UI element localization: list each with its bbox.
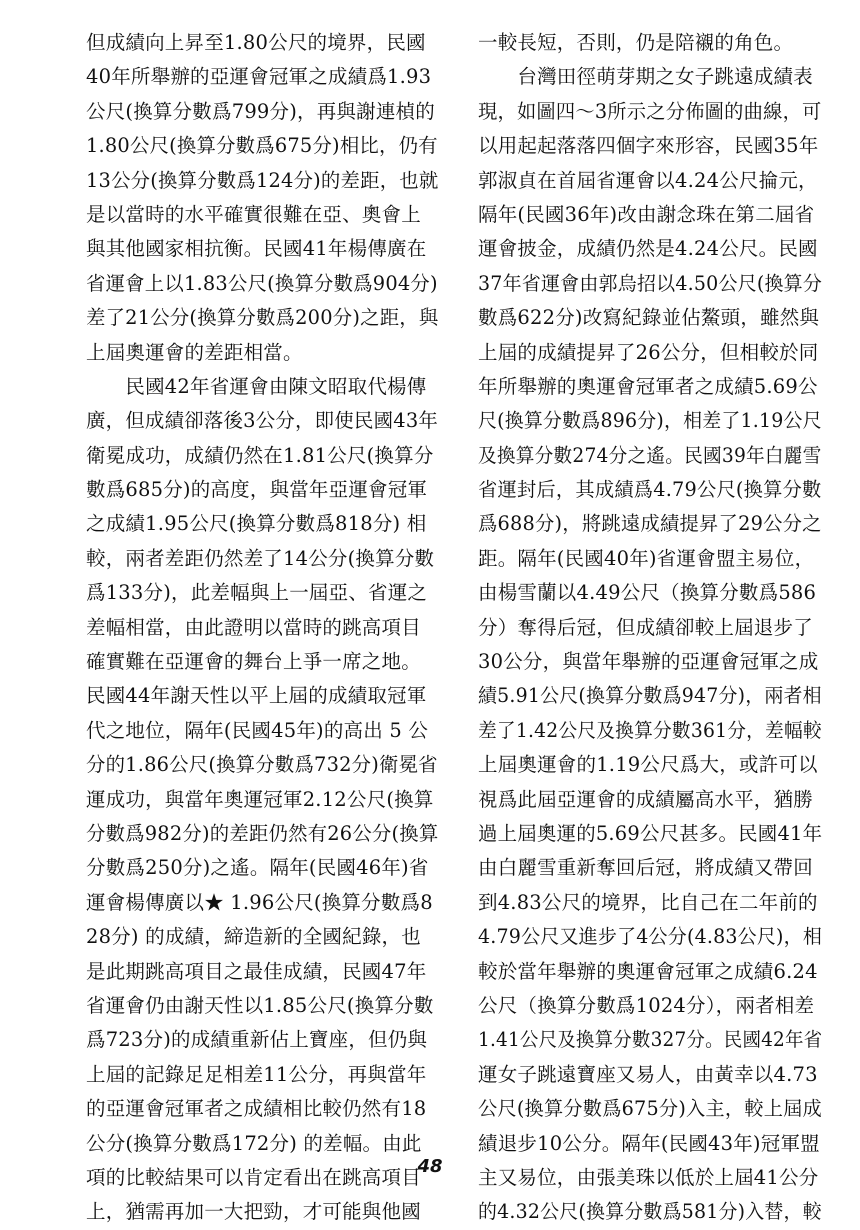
right-text-column (478, 26, 822, 1230)
text-line: 績退步10公分。隔年(民國43年)冠軍盟 (478, 1131, 820, 1155)
text-line: 分）奪得后冠，但成績卻較上屆退步了 (478, 615, 813, 639)
text-line: 運會披金，成績仍然是4.24公尺。民國 (478, 237, 818, 261)
text-line: 年所舉辦的奧運會冠軍者之成績5.69公 (478, 374, 818, 398)
text-line: 民國44年謝天性以平上屆的成績取冠軍 (86, 684, 427, 708)
text-line: 差了1.42公尺及換算分數361分，差幅較 (478, 718, 822, 742)
text-line: 省運封后，其成績爲4.79公尺(換算分數 (478, 478, 822, 502)
page-number: 48 (417, 1156, 443, 1177)
text-line: 運會楊傳廣以★ 1.96公尺(換算分數爲8 (86, 890, 433, 914)
text-line: 的4.32公尺(換算分數爲581分)入替，較 (478, 1200, 822, 1224)
text-line: 隔年(民國36年)改由謝念珠在第二屆省 (478, 202, 815, 226)
text-line: 上屆的成績提昇了26公分，但相較於同 (478, 340, 819, 364)
text-line: 公尺(換算分數爲799分)，再與謝連楨的 (86, 99, 435, 123)
text-line: 分數爲982分)的差距仍然有26公分(換算 (86, 821, 439, 845)
text-line: 上屆的記錄足足相差11公分，再與當年 (86, 1062, 427, 1086)
text-line: 現，如圖四～3所示之分佈圖的曲線，可 (478, 99, 822, 123)
text-line: 項的比較結果可以肯定看出在跳高項目 (86, 1165, 421, 1189)
text-line: 分的1.86公尺(換算分數爲732分)衛冕省 (86, 753, 438, 777)
text-line: 一較長短，否則，仍是陪襯的角色。 (478, 31, 794, 54)
text-line: 分數爲250分)之遙。隔年(民國46年)省 (86, 856, 429, 880)
text-line: 30公分，與當年舉辦的亞運會冠軍之成 (478, 650, 819, 674)
text-line: 的亞運會冠軍者之成績相比較仍然有18 (86, 1097, 427, 1121)
text-line: 視爲此屆亞運會的成績屬高水平，猶勝 (478, 787, 813, 811)
text-line: 代之地位，隔年(民國45年)的高出 5 公 (86, 718, 429, 742)
text-line: 上屆奧運會的差距相當。 (86, 340, 303, 364)
text-line: 爲133分)，此差幅與上一屆亞、省運之 (86, 581, 428, 605)
text-line: 但成績向上昇至1.80公尺的境界，民國 (86, 31, 426, 54)
text-line: 衛冕成功，成績仍然在1.81公尺(換算分 (86, 443, 434, 467)
text-line: 40年所舉辦的亞運會冠軍之成績爲1.93 (86, 65, 432, 89)
text-line: 到4.83公尺的境界，比自己在二年前的 (478, 890, 818, 914)
left-text-column (86, 26, 438, 1230)
text-line: 4.79公尺又進步了4公分(4.83公尺)，相 (478, 925, 823, 949)
text-line: 尺(換算分數爲896分)，相差了1.19公尺 (478, 409, 822, 433)
text-line: 1.80公尺(換算分數爲675分)相比，仍有 (86, 134, 438, 158)
text-line: 績5.91公尺(換算分數爲947分)，兩者相 (478, 684, 822, 708)
text-line: 差了21公分(換算分數爲200分)之距，與 (86, 306, 439, 330)
text-line: 差幅相當，由此證明以當時的跳高項目 (86, 615, 421, 639)
text-line: 公分(換算分數爲172分) 的差幅。由此 (86, 1131, 422, 1155)
text-line: 及換算分數274分之遙。民國39年白麗雪 (478, 443, 822, 467)
text-line: 民國42年省運會由陳文昭取代楊傳 (86, 374, 427, 398)
text-line: 省運會上以1.83公尺(換算分數爲904分) (86, 271, 438, 295)
text-line: 郭淑貞在首屆省運會以4.24公尺掄元， (478, 168, 818, 192)
text-line: 公尺（換算分數爲1024分），兩者相差 (478, 993, 815, 1017)
text-line: 過上屆奧運的5.69公尺甚多。民國41年 (478, 821, 823, 845)
text-line: 是以當時的水平確實很難在亞、奧會上 (86, 202, 421, 226)
text-line: 較於當年舉辦的奧運會冠軍之成績6.24 (478, 959, 818, 983)
text-line: 省運會仍由謝天性以1.85公尺(換算分數 (86, 993, 434, 1017)
text-line: 數爲622分)改寫紀錄並佔鰲頭，雖然與 (478, 306, 820, 330)
text-line: 由白麗雪重新奪回后冠，將成績又帶回 (478, 856, 813, 880)
text-line: 上屆奧運會的1.19公尺爲大，或許可以 (478, 753, 818, 777)
text-line: 是此期跳高項目之最佳成績，民國47年 (86, 959, 427, 983)
text-line: 主又易位，由張美珠以低於上屆41公分 (478, 1165, 819, 1189)
text-line: 距。隔年(民國40年)省運會盟主易位， (478, 546, 815, 570)
text-line: 較，兩者差距仍然差了14公分(換算分數 (86, 546, 435, 570)
text-line: 與其他國家相抗衡。民國41年楊傳廣在 (86, 237, 427, 261)
text-line: 上，猶需再加一大把勁，才可能與他國 (86, 1200, 421, 1224)
text-line: 28分) 的成績，締造新的全國紀錄，也 (86, 925, 421, 949)
text-line: 以用起起落落四個字來形容，民國35年 (478, 134, 819, 158)
text-line: 37年省運會由郭烏招以4.50公尺(換算分 (478, 271, 823, 295)
text-line: 數爲685分)的高度，與當年亞運會冠軍 (86, 478, 428, 502)
text-line: 13公分(換算分數爲124分)的差距，也就 (86, 168, 439, 192)
text-line: 公尺(換算分數爲675分)入主，較上屆成 (478, 1097, 822, 1121)
text-line: 1.41公尺及換算分數327分。民國42年省 (478, 1028, 823, 1052)
text-line: 確實難在亞運會的舞台上爭一席之地。 (86, 650, 421, 674)
text-line: 運女子跳遠寶座又易人，由黃幸以4.73 (478, 1062, 818, 1086)
text-line: 台灣田徑萌芽期之女子跳遠成績表 (478, 65, 813, 89)
text-line: 爲723分)的成績重新佔上寶座，但仍與 (86, 1028, 428, 1052)
text-line: 運成功，與當年奧運冠軍2.12公尺(換算 (86, 787, 434, 811)
text-line: 之成績1.95公尺(換算分數爲818分) 相 (86, 512, 427, 536)
text-line: 廣，但成績卻落後3公分，即使民國43年 (86, 409, 439, 433)
text-line: 由楊雪蘭以4.49公尺（換算分數爲586 (478, 581, 817, 605)
text-line: 爲688分)，將跳遠成績提昇了29公分之 (478, 512, 822, 536)
